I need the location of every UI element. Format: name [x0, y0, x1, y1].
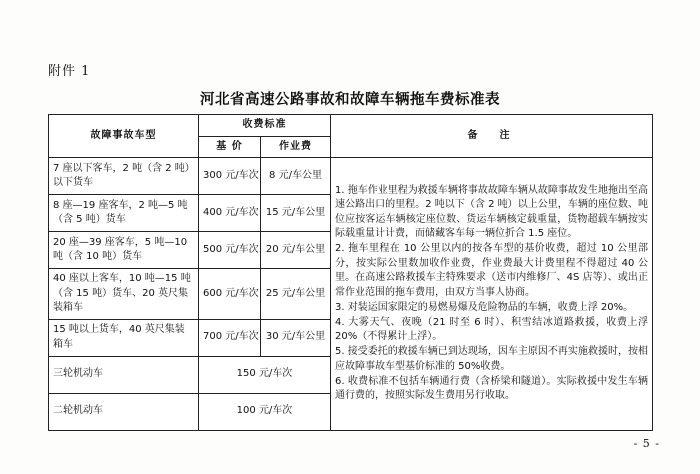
page-number: - 5 -: [633, 437, 660, 450]
cell-base-price: 150 元/车次: [199, 356, 331, 393]
table-row: [49, 158, 653, 195]
cell-vehicle-type: 二轮机动车: [49, 393, 199, 430]
fee-standard-table: [48, 114, 653, 431]
cell-base-price: 500 元/车次: [199, 232, 261, 269]
cell-notes: [331, 158, 653, 431]
cell-work-fee: 25 元/车公里: [261, 269, 331, 320]
note-item-5: 5. 接受委托的救援车辆已到达现场，因车主原因不再实施救援时，按相应故障事故车型基价标准的 50%收费。: [335, 346, 648, 372]
cell-vehicle-type: 8 座—19 座客车，2 吨—5 吨（含 5 吨）货车: [49, 195, 199, 232]
note-item-4: 4. 大雾天气、夜晚（21 时至 6 时）、积雪结冰道路救援，收费上浮 20%（不得累计上浮）。: [335, 316, 648, 342]
cell-vehicle-type: 15 吨以上货车，40 英尺集装箱车: [49, 319, 199, 356]
cell-vehicle-type: 7 座以下客车，2 吨（含 2 吨）以下货车: [49, 158, 199, 195]
cell-work-fee: 8 元/车公里: [261, 158, 331, 195]
cell-base-price: 300 元/车次: [199, 158, 261, 195]
page-title: 河北省高速公路事故和故障车辆拖车费标准表: [200, 91, 500, 108]
note-item-2: 2. 拖车里程在 10 公里以内的按各车型的基价收费，超过 10 公里部分，按实际公里数加收作业费，作业费最大计费里程不得超过 40 公里。在高速公路救援车主特殊要求（送市内维修厂、4S 店等）、或出正常作业范围的拖车费用，由双方当事人协商。: [335, 243, 648, 298]
cell-base-price: 400 元/车次: [199, 195, 261, 232]
cell-vehicle-type: 40 座以上客车，10 吨—15 吨（含 15 吨）货车、20 英尺集装箱车: [49, 269, 199, 320]
cell-base-price: 700 元/车次: [199, 319, 261, 356]
header-work-fee: 作业费: [261, 136, 331, 158]
header-notes: 备 注: [331, 115, 653, 158]
cell-work-fee: 30 元/车公里: [261, 319, 331, 356]
cell-base-price: 600 元/车次: [199, 269, 261, 320]
cell-base-price: 100 元/车次: [199, 393, 331, 430]
note-item-6: 6. 收费标准不包括车辆通行费（含桥梁和隧道）。实际救援中发生车辆通行费的，按照实际发生费用另行收取。: [335, 375, 648, 401]
cell-work-fee: 20 元/车公里: [261, 232, 331, 269]
table-header-row-1: [49, 115, 653, 137]
attachment-label: 附件 1: [48, 64, 91, 79]
note-item-3: 3. 对装运国家限定的易燃易爆及危险物品的车辆，收费上浮 20%。: [335, 301, 634, 313]
header-fee-standard: 收费标准: [199, 115, 331, 137]
header-vehicle-type: 故障事故车型: [49, 115, 199, 158]
header-base-price: 基 价: [199, 136, 261, 158]
cell-vehicle-type: 20 座—39 座客车，5 吨—10 吨（含 10 吨）货车: [49, 232, 199, 269]
cell-vehicle-type: 三轮机动车: [49, 356, 199, 393]
cell-work-fee: 15 元/车公里: [261, 195, 331, 232]
note-item-1: 1. 拖车作业里程为救援车辆将事故故障车辆从故障事故发生地拖出至高速公路出口的里程。2 吨以下（含 2 吨）以上公里，车辆的座位数、吨位应按客运车辆核定座位数、货运车辆核定载重量，货物超载车辆按实际载重量计计费，而储藏客车每一辆位折合 1.5 座位。: [335, 184, 648, 239]
